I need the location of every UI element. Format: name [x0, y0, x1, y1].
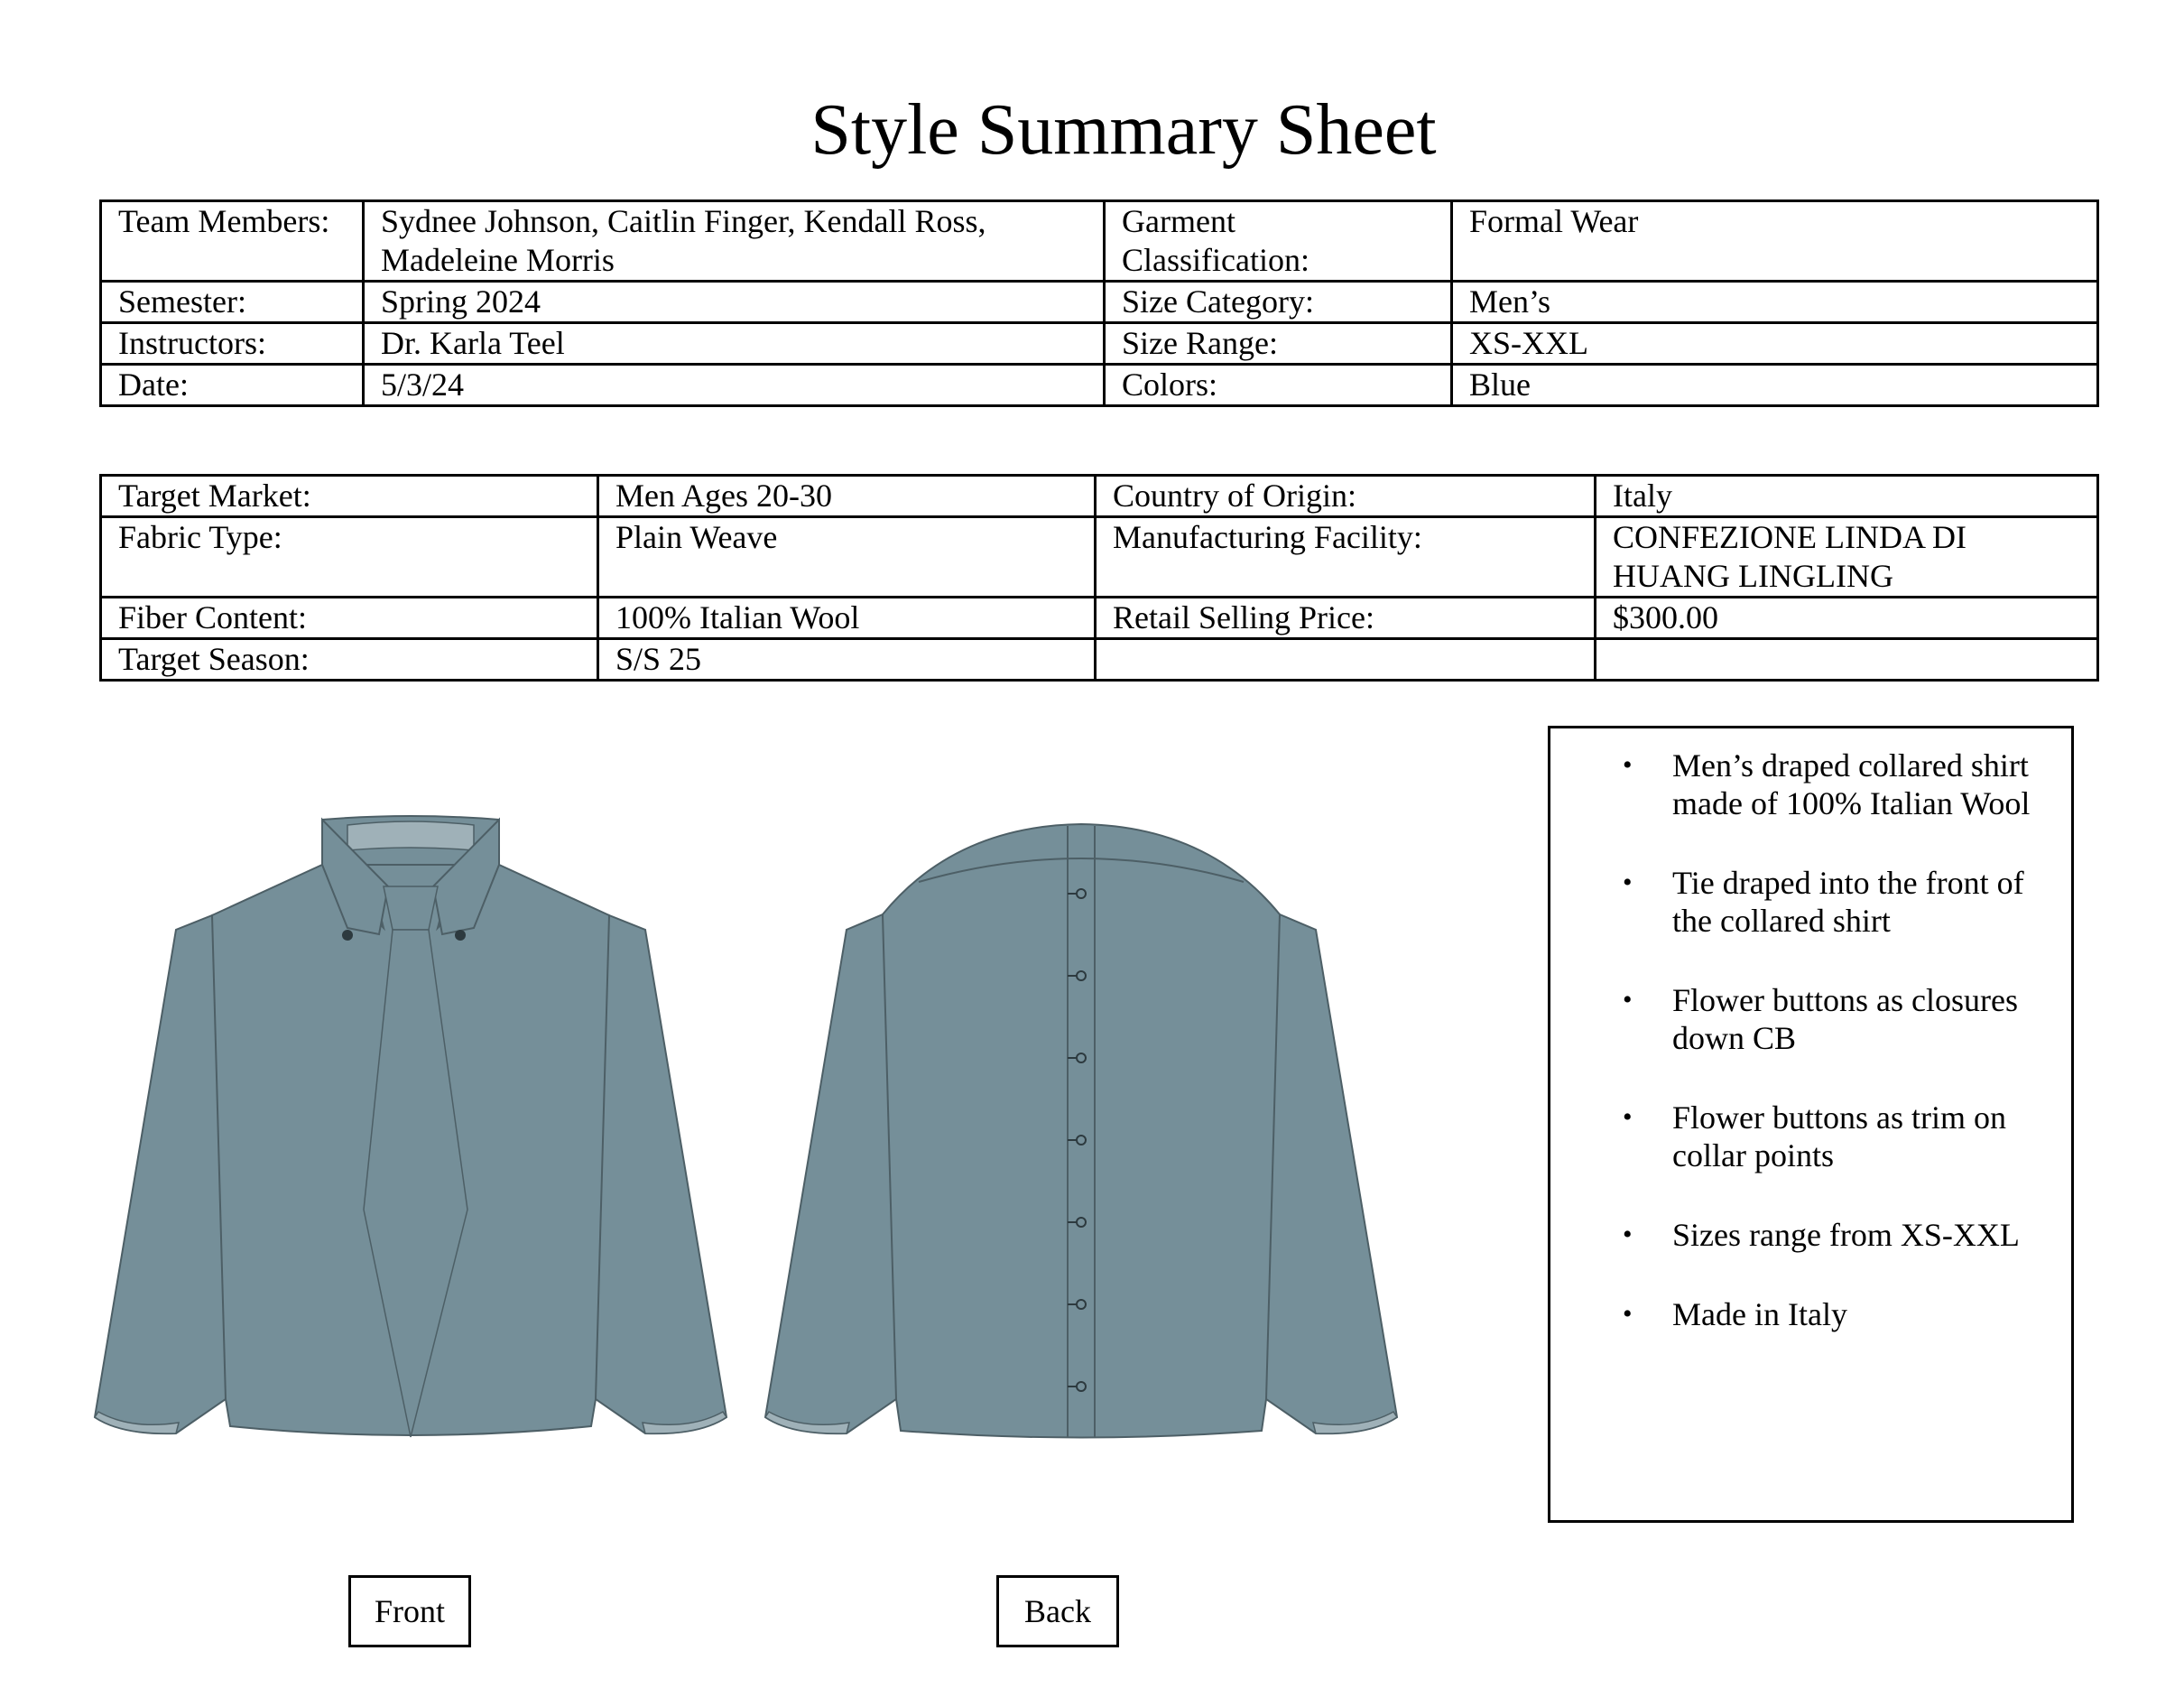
design-features-box: [1548, 726, 2074, 1523]
table-row: [101, 598, 2098, 639]
garment-info-table: [99, 199, 2099, 407]
table-cell: Target Season:: [101, 639, 598, 681]
market-info-table: [99, 474, 2099, 682]
table-cell: Size Range:: [1105, 323, 1452, 365]
bullet: •: [1623, 1102, 1633, 1132]
table-cell: Fiber Content:: [101, 598, 598, 639]
feature-text: Men’s draped collared shirt made of 100% Italian Wool: [1672, 747, 2031, 821]
bullet: •: [1623, 750, 1633, 780]
table-cell: [1596, 639, 2098, 681]
table-row: [101, 517, 2098, 598]
table-cell: Dr. Karla Teel: [364, 323, 1105, 365]
list-item: [1550, 1216, 2071, 1254]
table-cell: Formal Wear: [1452, 201, 2098, 282]
feature-text: Flower buttons as trim on collar points: [1672, 1099, 2006, 1173]
list-item: [1550, 981, 2071, 1057]
table-cell: Sydnee Johnson, Caitlin Finger, Kendall Ross, Madeleine Morris: [364, 201, 1105, 282]
table-row: [101, 365, 2098, 406]
table-row: [101, 323, 2098, 365]
table-cell: XS-XXL: [1452, 323, 2098, 365]
table-cell: Garment Classification:: [1105, 201, 1452, 282]
list-item: [1550, 1295, 2071, 1333]
table-cell: [1096, 639, 1596, 681]
table-cell: Country of Origin:: [1096, 476, 1596, 517]
table-cell: Men Ages 20-30: [598, 476, 1096, 517]
feature-text: Sizes range from XS-XXL: [1672, 1217, 2020, 1253]
shirt-back-flat: [756, 817, 1406, 1449]
list-item: [1550, 747, 2071, 822]
table-cell: Fabric Type:: [101, 517, 598, 598]
table-cell: 100% Italian Wool: [598, 598, 1096, 639]
table-cell: Team Members:: [101, 201, 364, 282]
features-list: [1550, 747, 2071, 1375]
table-cell: 5/3/24: [364, 365, 1105, 406]
table-cell: Blue: [1452, 365, 2098, 406]
table-cell: Target Market:: [101, 476, 598, 517]
feature-text: Flower buttons as closures down CB: [1672, 982, 2018, 1056]
table-cell: Date:: [101, 365, 364, 406]
table-cell: Spring 2024: [364, 282, 1105, 323]
table-cell: Instructors:: [101, 323, 364, 365]
table-row: [101, 476, 2098, 517]
bullet: •: [1623, 867, 1633, 897]
back-caption: Back: [996, 1575, 1119, 1647]
list-item: [1550, 864, 2071, 940]
feature-text: Tie draped into the front of the collared shirt: [1672, 865, 2024, 939]
table-cell: Semester:: [101, 282, 364, 323]
table-cell: Men’s: [1452, 282, 2098, 323]
table-cell: Retail Selling Price:: [1096, 598, 1596, 639]
front-caption: Front: [348, 1575, 471, 1647]
table-row: [101, 201, 2098, 282]
bullet: •: [1623, 1220, 1633, 1249]
table-cell: Italy: [1596, 476, 2098, 517]
table-cell: Colors:: [1105, 365, 1452, 406]
page-title: Style Summary Sheet: [810, 90, 1437, 170]
list-item: [1550, 1099, 2071, 1174]
table-cell: $300.00: [1596, 598, 2098, 639]
table-cell: S/S 25: [598, 639, 1096, 681]
shirt-front-flat: [86, 812, 736, 1453]
table-cell: CONFEZIONE LINDA DI HUANG LINGLING: [1596, 517, 2098, 598]
bullet: •: [1623, 1299, 1633, 1329]
table-cell: Plain Weave: [598, 517, 1096, 598]
table-row: [101, 282, 2098, 323]
table-cell: Size Category:: [1105, 282, 1452, 323]
bullet: •: [1623, 985, 1633, 1015]
table-row: [101, 639, 2098, 681]
feature-text: Made in Italy: [1672, 1296, 1847, 1332]
table-cell: Manufacturing Facility:: [1096, 517, 1596, 598]
